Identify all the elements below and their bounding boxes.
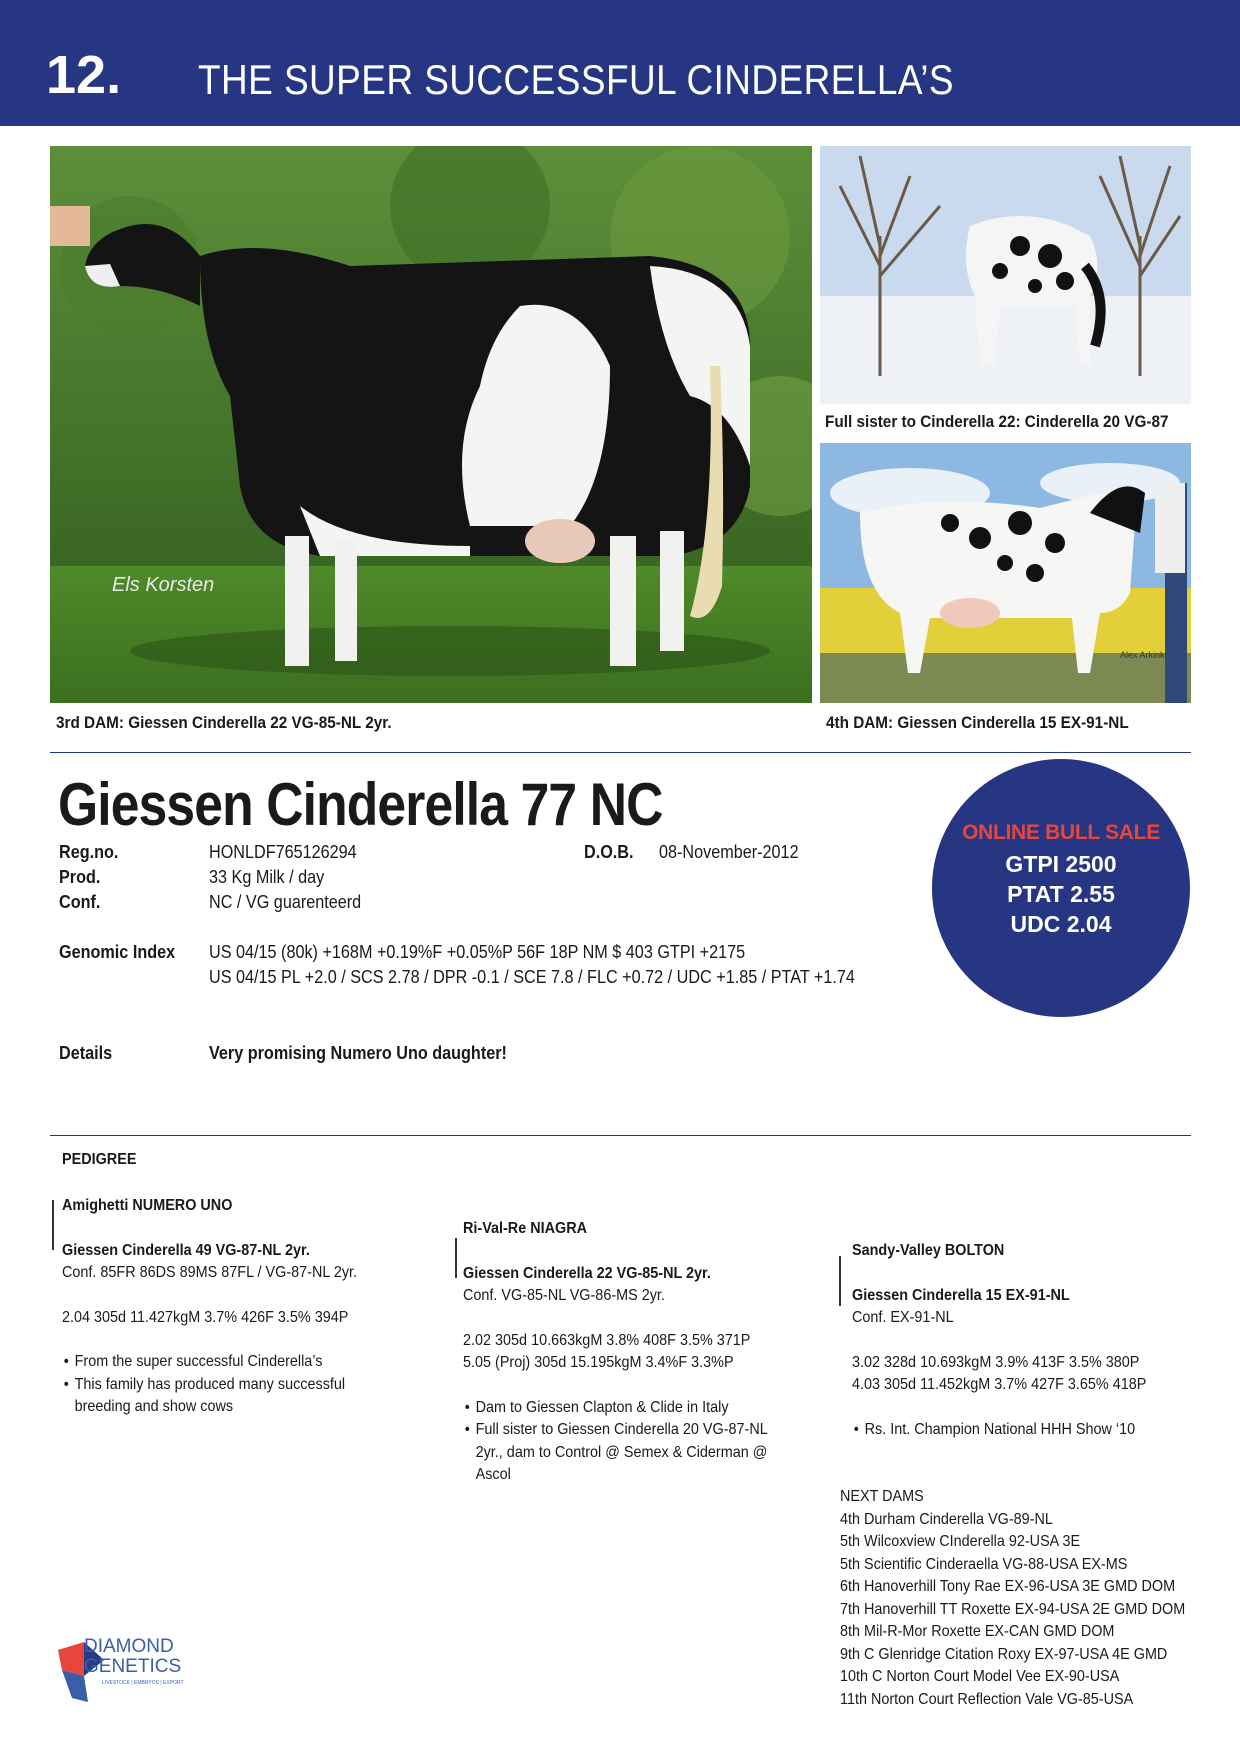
- col2-bullet-continued: Ascol: [475, 1466, 511, 1483]
- col3-lactation-1: 3.02 328d 10.693kgM 3.9% 413F 3.5% 380P: [852, 1353, 1140, 1371]
- pedigree-col2: [463, 1218, 768, 1487]
- prod-value: 33 Kg Milk / day: [209, 867, 325, 887]
- reg-label: Reg.no.: [59, 842, 119, 862]
- dob-value: 08-November-2012: [659, 842, 799, 862]
- sale-badge-udc: UDC 2.04: [1010, 911, 1112, 937]
- details-value: Very promising Numero Uno daughter!: [209, 1043, 507, 1063]
- next-dams-heading: NEXT DAMS: [840, 1488, 924, 1505]
- page-title: THE SUPER SUCCESSFUL CINDERELLA’S: [198, 56, 954, 103]
- pedigree-bracket: [455, 1238, 457, 1278]
- svg-text:DIAMOND: DIAMOND: [84, 1636, 174, 1657]
- genomic-label: Genomic Index: [59, 942, 176, 962]
- prod-label: Prod.: [59, 867, 101, 887]
- pedigree-col3: [852, 1240, 1146, 1441]
- col1-sire: Amighetti NUMERO UNO: [62, 1197, 233, 1214]
- col2-dam: Giessen Cinderella 22 VG-85-NL 2yr.: [463, 1264, 711, 1282]
- col2-bullet-continued: 2yr., dam to Control @ Semex & Ciderman @: [475, 1443, 768, 1461]
- pedigree-bracket: [52, 1200, 54, 1250]
- pedigree-heading: PEDIGREE: [62, 1151, 137, 1168]
- sale-badge-gtpi: GTPI 2500: [1005, 851, 1117, 877]
- pedigree-divider: [50, 1135, 1191, 1136]
- next-dam-item: 6th Hanoverhill Tony Rae EX-96-USA 3E GMD DOM: [840, 1578, 1176, 1595]
- main-cow-photo: [50, 146, 812, 703]
- details-label: Details: [59, 1043, 113, 1063]
- next-dam-item: 9th C Glenridge Citation Roxy EX-97-USA 4E GMD: [840, 1645, 1168, 1663]
- col2-lactation-1: 2.02 305d 10.663kgM 3.8% 408F 3.5% 371P: [463, 1331, 751, 1349]
- page-number: 12.: [46, 45, 122, 105]
- col1-bullet: • This family has produced many successful: [62, 1374, 357, 1397]
- next-dam-item: 10th C Norton Court Model Vee EX-90-USA: [840, 1668, 1120, 1685]
- col1-bullet-continued: breeding and show cows: [74, 1398, 234, 1415]
- genomic-line-2: US 04/15 PL +2.0 / SCS 2.78 / DPR -0.1 / SCE 7.8 / FLC +0.72 / UDC +1.85 / PTAT +1.74: [209, 967, 855, 987]
- col2-sire: Ri-Val-Re NIAGRA: [463, 1220, 588, 1237]
- diamond-genetics-logo: [54, 1630, 204, 1710]
- next-dam-item: 7th Hanoverhill TT Roxette EX-94-USA 2E GMD DOM: [840, 1600, 1186, 1618]
- col1-bullet: • From the super successful Cinderella’s: [62, 1351, 357, 1374]
- next-dam-item: 11th Norton Court Reflection Vale VG-85-USA: [840, 1690, 1134, 1708]
- pedigree-bracket: [839, 1256, 841, 1306]
- snow-photo-caption: Full sister to Cinderella 22: Cinderella 20 VG-87: [825, 412, 1169, 431]
- next-dam-item: 4th Durham Cinderella VG-89-NL: [840, 1510, 1053, 1528]
- sale-badge-title: ONLINE BULL SALE: [962, 821, 1160, 844]
- col3-dam: Giessen Cinderella 15 EX-91-NL: [852, 1286, 1070, 1304]
- col3-conf: Conf. EX-91-NL: [852, 1309, 954, 1326]
- snow-cow-photo: [820, 146, 1191, 404]
- main-photo-caption: 3rd DAM: Giessen Cinderella 22 VG-85-NL 2yr.: [56, 713, 392, 732]
- conf-value: NC / VG guarenteerd: [209, 892, 362, 912]
- next-dams: [840, 1486, 1185, 1711]
- page-header: [0, 0, 1240, 126]
- next-dam-item: 5th Wilcoxview CInderella 92-USA 3E: [840, 1533, 1081, 1550]
- svg-text:LIVESTOCK | EMBRYOS | EXPORT: LIVESTOCK | EMBRYOS | EXPORT: [102, 1680, 184, 1686]
- col1-lactation-1: 2.04 305d 11.427kgM 3.7% 426F 3.5% 394P: [62, 1308, 349, 1326]
- col2-bullet: • Full sister to Giessen Cinderella 20 VG-87-NL: [463, 1419, 768, 1442]
- svg-text:GENETICS: GENETICS: [84, 1656, 182, 1677]
- animal-name: Giessen Cinderella 77 NC: [58, 771, 663, 838]
- photo-watermark: Els Korsten: [112, 574, 215, 596]
- col2-lactation-2: 5.05 (Proj) 305d 15.195kgM 3.4%F 3.3%P: [463, 1354, 734, 1371]
- next-dam-item: 8th Mil-R-Mor Roxette EX-CAN GMD DOM: [840, 1623, 1115, 1640]
- conf-label: Conf.: [59, 892, 101, 912]
- col3-lactation-2: 4.03 305d 11.452kgM 3.7% 427F 3.65% 418P: [852, 1376, 1147, 1393]
- field-cow-photo: [820, 443, 1191, 703]
- section-divider: [50, 752, 1191, 753]
- sale-badge-ptat: PTAT 2.55: [1007, 881, 1115, 907]
- genomic-line-1: US 04/15 (80k) +168M +0.19%F +0.05%P 56F 18P NM $ 403 GTPI +2175: [209, 942, 746, 962]
- col3-sire: Sandy-Valley BOLTON: [852, 1242, 1005, 1259]
- next-dam-item: 5th Scientific Cinderaella VG-88-USA EX-MS: [840, 1555, 1128, 1573]
- col3-bullet: • Rs. Int. Champion National HHH Show ‘10: [852, 1419, 1146, 1442]
- reg-value: HONLDF765126294: [209, 842, 357, 862]
- col1-conf: Conf. 85FR 86DS 89MS 87FL / VG-87-NL 2yr.: [62, 1264, 358, 1281]
- pedigree-col1: [62, 1195, 357, 1419]
- col1-dam: Giessen Cinderella 49 VG-87-NL 2yr.: [62, 1241, 310, 1259]
- col2-conf: Conf. VG-85-NL VG-86-MS 2yr.: [463, 1287, 665, 1304]
- col2-bullet: • Dam to Giessen Clapton & Clide in Italy: [463, 1397, 768, 1420]
- field-photo-caption: 4th DAM: Giessen Cinderella 15 EX-91-NL: [826, 713, 1129, 732]
- dob-label: D.O.B.: [584, 842, 634, 862]
- sale-badge: [932, 759, 1190, 1017]
- photo-watermark-2: Alex Arkink: [1120, 650, 1165, 660]
